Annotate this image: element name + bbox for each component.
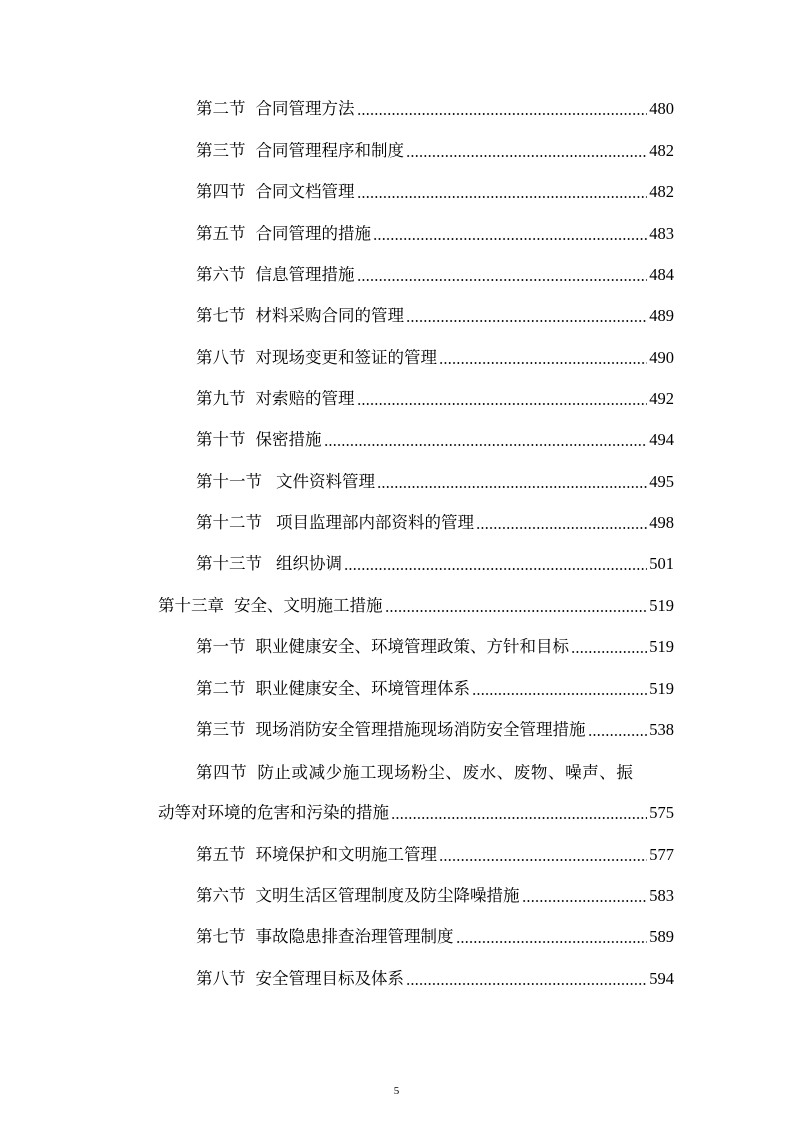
- toc-section-title-line2: 动等对环境的危害和污染的措施: [158, 803, 389, 822]
- toc-entry[interactable]: [196, 883, 674, 909]
- toc-dot-leader: [406, 154, 647, 158]
- toc-page-number: 589: [649, 927, 674, 946]
- toc-dot-leader: [357, 195, 648, 199]
- toc-page-number: 484: [649, 265, 674, 284]
- page-footer-number: 5: [393, 1085, 400, 1097]
- toc-entry[interactable]: [196, 345, 674, 371]
- toc-section-number: 第八节: [196, 969, 246, 988]
- toc-page-number: 583: [649, 886, 674, 905]
- toc-section-number: 第十一节: [196, 472, 262, 491]
- toc-entry[interactable]: [196, 303, 674, 329]
- toc-section-title: 合同文档管理: [255, 182, 355, 201]
- toc-page-number: 483: [649, 224, 674, 243]
- toc-section-number: 第九节: [196, 389, 246, 408]
- toc-dot-leader: [456, 940, 648, 944]
- toc-page-number: 575: [649, 803, 674, 822]
- toc-dot-leader: [391, 816, 647, 820]
- toc-entry[interactable]: [196, 427, 674, 453]
- toc-dot-leader: [344, 567, 647, 571]
- toc-section-title: 事故隐患排查治理管理制度: [255, 927, 454, 946]
- toc-dot-leader: [472, 692, 647, 696]
- toc-entry[interactable]: [196, 842, 674, 868]
- toc-page-number: 482: [649, 182, 674, 201]
- toc-page-number: 482: [649, 141, 674, 160]
- toc-section-title: 合同管理方法: [255, 99, 355, 118]
- toc-entry[interactable]: [196, 551, 674, 577]
- toc-chapter-title: 安全、文明施工措施: [234, 596, 383, 615]
- toc-section-number: 第七节: [196, 306, 246, 325]
- toc-dot-leader: [588, 733, 648, 737]
- toc-section-title: 保密措施: [255, 430, 322, 449]
- toc-section-number: 第四节: [196, 763, 248, 782]
- toc-dot-leader: [373, 237, 647, 241]
- toc-page-number: 489: [649, 306, 674, 325]
- toc-entry[interactable]: [196, 262, 674, 288]
- toc-entry[interactable]: [196, 510, 674, 536]
- toc-entry[interactable]: [196, 676, 674, 702]
- toc-entry[interactable]: [196, 717, 674, 743]
- toc-entry[interactable]: [196, 179, 674, 205]
- toc-dot-leader: [406, 982, 647, 986]
- toc-page-number: 538: [649, 720, 674, 739]
- toc-entry[interactable]: [196, 221, 674, 247]
- toc-entry[interactable]: [196, 138, 674, 164]
- toc-entry[interactable]: [196, 924, 674, 950]
- toc-dot-leader: [522, 899, 648, 903]
- toc-section-title: 对现场变更和签证的管理: [255, 348, 437, 367]
- toc-entry-wrapped-line2[interactable]: [158, 800, 674, 826]
- toc-page-number: 519: [649, 637, 674, 656]
- toc-section-title: 合同管理程序和制度: [255, 141, 404, 160]
- toc-section-title: 职业健康安全、环境管理体系: [255, 679, 470, 698]
- toc-dot-leader: [357, 278, 648, 282]
- toc-entry[interactable]: [196, 386, 674, 412]
- toc-entry[interactable]: [196, 966, 674, 992]
- toc-section-number: 第四节: [196, 182, 246, 201]
- toc-section-number: 第十三节: [196, 554, 262, 573]
- toc-section-number: 第五节: [196, 845, 246, 864]
- toc-page-number: 494: [649, 430, 674, 449]
- toc-dot-leader: [357, 402, 648, 406]
- toc-dot-leader: [385, 609, 648, 613]
- toc-section-number: 第六节: [196, 886, 246, 905]
- toc-entry-wrapped-line1[interactable]: [196, 760, 674, 786]
- toc-chapter-number: 第十三章: [158, 596, 224, 615]
- toc-dot-leader: [377, 485, 647, 489]
- toc-section-title-line1: 防止或减少施工现场粉尘、废水、废物、噪声、振: [257, 763, 634, 782]
- toc-section-number: 第十节: [196, 430, 246, 449]
- toc-dot-leader: [476, 526, 647, 530]
- toc-section-title: 材料采购合同的管理: [255, 306, 404, 325]
- toc-section-number: 第十二节: [196, 513, 262, 532]
- toc-section-title: 项目监理部内部资料的管理: [276, 513, 474, 532]
- toc-page-number: 577: [649, 845, 674, 864]
- toc-section-number: 第一节: [196, 637, 246, 656]
- toc-section-number: 第八节: [196, 348, 246, 367]
- toc-page-number: 490: [649, 348, 674, 367]
- toc-section-title: 信息管理措施: [255, 265, 355, 284]
- toc-dot-leader: [571, 650, 647, 654]
- toc-dot-leader: [439, 858, 647, 862]
- toc-section-title: 职业健康安全、环境管理政策、方针和目标: [255, 637, 569, 656]
- toc-section-title: 现场消防安全管理措施现场消防安全管理措施: [255, 720, 586, 739]
- toc-page-number: 594: [649, 969, 674, 988]
- toc-page-number: 519: [649, 679, 674, 698]
- toc-section-number: 第二节: [196, 679, 246, 698]
- toc-section-number: 第二节: [196, 99, 246, 118]
- toc-section-number: 第三节: [196, 141, 246, 160]
- toc-section-title: 环境保护和文明施工管理: [255, 845, 437, 864]
- toc-page-number: 480: [649, 99, 674, 118]
- toc-section-title: 文明生活区管理制度及防尘降噪措施: [255, 886, 520, 905]
- toc-dot-leader: [406, 319, 647, 323]
- toc-page-number: 492: [649, 389, 674, 408]
- toc-section-title: 合同管理的措施: [255, 224, 371, 243]
- toc-page-number: 498: [649, 513, 674, 532]
- toc-chapter-entry[interactable]: [158, 593, 674, 619]
- toc-section-number: 第六节: [196, 265, 246, 284]
- toc-entry[interactable]: [196, 96, 674, 122]
- toc-section-title: 文件资料管理: [276, 472, 375, 491]
- toc-dot-leader: [324, 443, 648, 447]
- toc-section-title: 对索赔的管理: [255, 389, 355, 408]
- toc-dot-leader: [357, 112, 648, 116]
- toc-page-number: 519: [649, 596, 674, 615]
- toc-section-title: 组织协调: [276, 554, 342, 573]
- toc-dot-leader: [439, 361, 647, 365]
- toc-section-number: 第三节: [196, 720, 246, 739]
- toc-section-number: 第五节: [196, 224, 246, 243]
- toc-entry[interactable]: [196, 634, 674, 660]
- toc-page-number: 495: [649, 472, 674, 491]
- toc-section-number: 第七节: [196, 927, 246, 946]
- toc-entry[interactable]: [196, 469, 674, 495]
- toc-page-number: 501: [649, 554, 674, 573]
- toc-section-title: 安全管理目标及体系: [255, 969, 404, 988]
